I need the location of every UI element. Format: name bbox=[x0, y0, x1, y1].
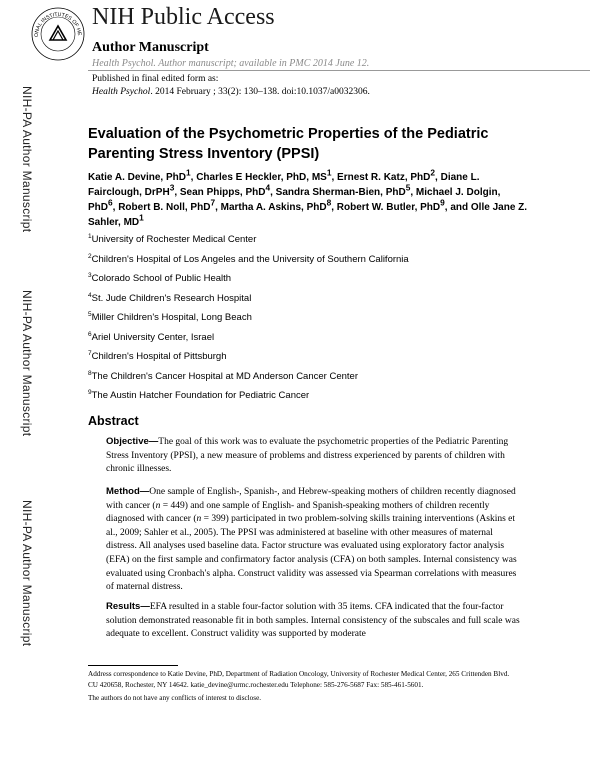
paper-title: Evaluation of the Psychometric Properties of the Pediatric Parenting Stress Inventory (PPSI) bbox=[88, 126, 489, 162]
author-affil-sup: 1 bbox=[186, 167, 191, 178]
affil-sup: 7 bbox=[88, 349, 92, 357]
author-name: Michael J. Dolgin, PhD bbox=[88, 187, 501, 213]
affiliation-item bbox=[88, 311, 548, 331]
objective-label: Objective— bbox=[106, 436, 159, 447]
header-subtitle: Author Manuscript bbox=[92, 40, 209, 55]
logo-text: ONAL INSTITUTES OF HE bbox=[33, 11, 83, 38]
affil-sup: 1 bbox=[88, 232, 92, 240]
header-title: NIH Public Access bbox=[92, 4, 275, 30]
affil-sup: 8 bbox=[88, 369, 92, 377]
affiliation-list bbox=[88, 233, 548, 409]
abstract-results bbox=[106, 600, 526, 642]
affil-text: Children's Hospital of Los Angeles and the University of Southern California bbox=[91, 253, 409, 265]
author-name: Katie A. Devine, PhD bbox=[88, 172, 186, 183]
affil-text: The Children's Cancer Hospital at MD Anderson Cancer Center bbox=[91, 370, 358, 382]
affiliation-item bbox=[88, 370, 548, 390]
author-name: Sean Phipps, PhD bbox=[179, 187, 266, 198]
nih-logo-icon bbox=[30, 6, 86, 62]
affil-sup: 2 bbox=[88, 252, 92, 260]
and-word: and bbox=[450, 202, 469, 213]
affil-text: Ariel University Center, Israel bbox=[91, 331, 215, 343]
author-name: Diane L. Fairclough, DrPH bbox=[88, 172, 480, 198]
method-n: n bbox=[155, 500, 161, 511]
author-list: Katie A. Devine, PhD$^1$, Charles E Heckler, PhD, $MS^1$, Ernest R. Katz, PhD$^2$, Diane L. Fairclough, DrPH$^3$, Sean Phipps, PhD$^4$, Sandra Sherman-Bien, PhD$^5$, Michael J. Dolgin, PhD$^6$, Robert B. Noll, PhD$^7$, Martha A. Askins, PhD$^8$, Robert W. Butler, PhD$^9$, and Olle Jane Z. Sahler, $MD^1$ bbox=[88, 167, 528, 228]
author-affil-sup: 7 bbox=[210, 197, 216, 208]
affil-text: The Austin Hatcher Foundation for Pediatric Cancer bbox=[91, 390, 310, 401]
author-name: Robert W. Butler, PhD bbox=[336, 202, 441, 213]
affil-text: St. Jude Children's Research Hospital bbox=[91, 292, 252, 304]
affil-sup: 5 bbox=[88, 310, 92, 318]
abstract-method bbox=[106, 485, 526, 595]
method-label: Method— bbox=[106, 486, 150, 497]
header-journal-line: Health Psychol. Author manuscript; available in PMC 2014 June 12. bbox=[92, 58, 370, 69]
affil-sup: 3 bbox=[88, 271, 92, 279]
affiliation-item bbox=[88, 350, 548, 370]
affil-sup: 6 bbox=[88, 330, 92, 338]
method-text: = 449) and one sample of English- and Spanish-speaking mothers of children recently diagnosed with cancer ( bbox=[106, 500, 490, 525]
sidebar-watermark: NIH-PA Author Manuscript bbox=[20, 290, 34, 437]
author-affil-sup: 9 bbox=[440, 197, 445, 208]
affil-sup: 9 bbox=[88, 388, 92, 396]
author-affil-sup: 1 bbox=[326, 167, 332, 178]
sidebar-watermark: NIH-PA Author Manuscript bbox=[20, 500, 34, 647]
objective-text: The goal of this work was to evaluate the psychometric properties of the Pediatric Parenting Stress Inventory (PPSI), a new measure of problems and distress experienced by parents of children with chronic illnesses. bbox=[106, 437, 509, 475]
citation-journal: Health Psychol bbox=[92, 87, 151, 97]
author-affil-sup: 2 bbox=[430, 167, 436, 178]
footnote-correspondence: Address correspondence to Katie Devine, PhD, Department of Radiation Oncology, University of Rochester Medical Center, 265 Crittenden Blvd. CU 420658, Rochester, NY 14642. katie_devine@urmc.rochester.edu Telephone: 585-276-5687 Fax: 585-461-5601. bbox=[88, 670, 510, 689]
author-affil-sup: 5 bbox=[405, 182, 411, 193]
author-affil-sup: 1 bbox=[139, 212, 144, 223]
abstract-heading: Abstract bbox=[88, 414, 139, 428]
sidebar-watermark: NIH-PA Author Manuscript bbox=[20, 86, 34, 233]
affil-text: Colorado School of Public Health bbox=[91, 273, 232, 284]
footnote-conflicts: The authors do not have any conflicts of interest to disclose. bbox=[88, 694, 262, 702]
affiliation-item bbox=[88, 292, 548, 312]
author-name: Ernest R. Katz, PhD bbox=[337, 172, 431, 183]
author-name: Robert B. Noll, PhD bbox=[118, 202, 211, 213]
author-affil-sup: 4 bbox=[265, 182, 271, 193]
results-text: EFA resulted in a stable four-factor solution with 35 items. CFA indicated that the four-factor solution demonstrated reasonable fit in both samples. Internal consistency of the subscales and full scale was adequate to excellent. Construct validity was supported by moderate bbox=[106, 602, 520, 640]
published-label: Published in final edited form as: bbox=[92, 74, 219, 84]
abstract-objective bbox=[106, 435, 526, 477]
affil-sup: 4 bbox=[88, 291, 92, 299]
affiliation-item bbox=[88, 331, 548, 351]
author-affil-sup: 3 bbox=[169, 182, 175, 193]
affiliation-item bbox=[88, 272, 548, 292]
footnote-divider bbox=[88, 665, 178, 666]
citation bbox=[92, 87, 370, 97]
author-name: Olle Jane Z. Sahler, MD bbox=[88, 202, 528, 228]
svg-text:NATIONAL INSTITUTES OF HEALTH bbox=[30, 6, 82, 37]
affiliation-item bbox=[88, 253, 548, 273]
author-affil-sup: 8 bbox=[326, 197, 332, 208]
method-text: = 399) participated in two problem-solving skills training interventions (Askins et al., 2009; Sahler et al., 2005). The PPSI was administered at baseline with other measures of maternal distress. All analyses used baseline data. Factor structure was evaluated using exploratory factor analysis (EFA) on the first sample and confirmatory factor analysis (CFA) on both samples. Internal consistency was evaluated using Cronbach's alpha. Construct validity was assessed via Spearman correlations with measures of maternal distress. bbox=[106, 514, 517, 593]
affil-text: University of Rochester Medical Center bbox=[91, 234, 257, 245]
affil-text: Miller Children's Hospital, Long Beach bbox=[91, 312, 252, 323]
affiliation-item bbox=[88, 233, 548, 253]
author-name: Charles E Heckler, PhD, MS bbox=[196, 172, 327, 183]
affiliation-item bbox=[88, 389, 548, 409]
header-divider bbox=[88, 70, 590, 71]
author-affil-sup: 6 bbox=[108, 197, 113, 208]
author-name: Sandra Sherman-Bien, PhD bbox=[275, 187, 406, 198]
citation-details: . 2014 February ; 33(2): 130–138. doi:10.1037/a0032306. bbox=[150, 87, 370, 97]
method-text: One sample of English-, Spanish-, and Hebrew-speaking mothers of children recently diagnosed with cancer ( bbox=[106, 487, 516, 511]
results-label: Results— bbox=[106, 601, 150, 612]
method-n: n bbox=[196, 514, 202, 525]
affil-text: Children's Hospital of Pittsburgh bbox=[91, 351, 227, 362]
author-name: Martha A. Askins, PhD bbox=[220, 202, 327, 213]
